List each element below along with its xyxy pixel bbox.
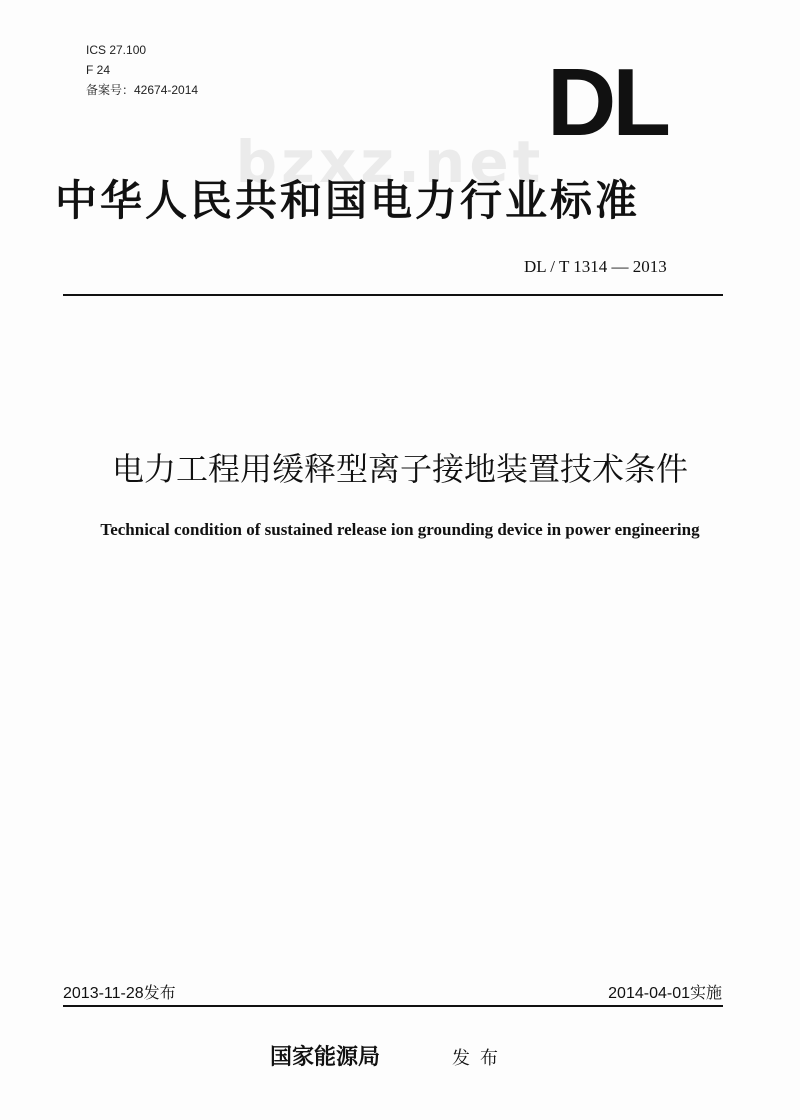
effective-date: 2014-04-01实施 <box>608 985 722 1002</box>
header-divider <box>63 294 723 296</box>
organization-title: 中华人民共和国电力行业标准 <box>55 176 641 225</box>
classification-code: F 24 <box>86 63 111 77</box>
standard-number: DL / T 1314 — 2013 <box>524 257 667 276</box>
watermark: bzxz.net <box>235 128 545 196</box>
publish-label: 发布 <box>452 1048 508 1069</box>
filing-number: 备案号：42674-2014 <box>86 83 199 97</box>
document-title-cn: 电力工程用缓释型离子接地装置技术条件 <box>111 450 688 488</box>
dl-logo: DL <box>547 49 667 156</box>
publisher-name: 国家能源局 <box>270 1044 381 1070</box>
issue-date: 2013-11-28发布 <box>63 985 176 1002</box>
document-title-en: Technical condition of sustained release ion grounding device in power engineering <box>100 520 700 539</box>
ics-code: ICS 27.100 <box>86 43 147 57</box>
footer-divider <box>63 1005 723 1007</box>
